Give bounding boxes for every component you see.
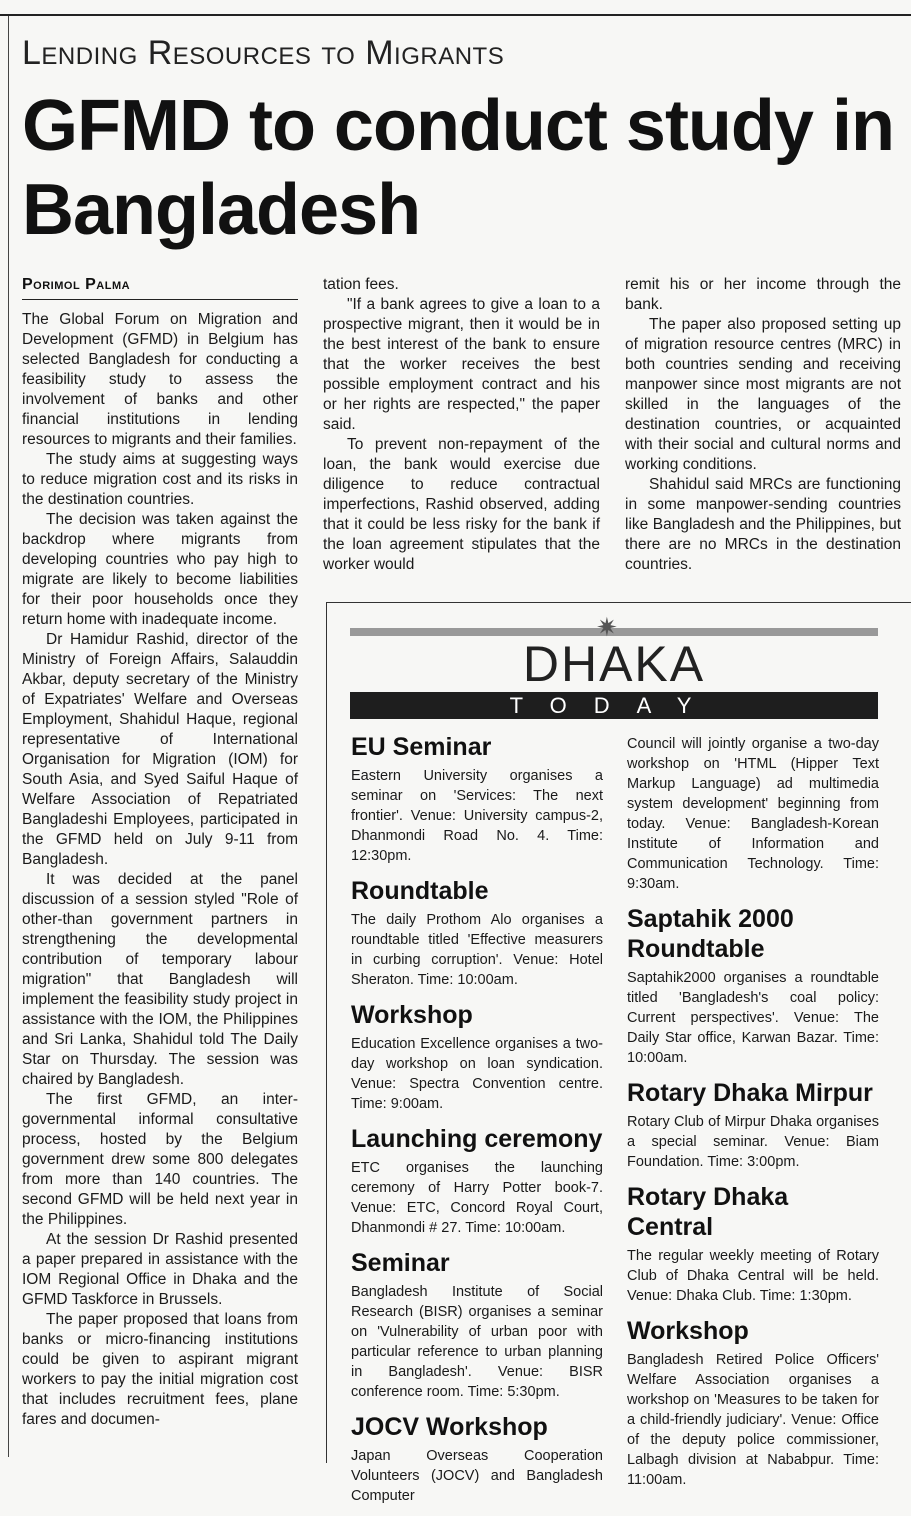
event-text: Saptahik2000 organises a roundtable titled 'Bangladesh's coal policy: Current perspectives'. Venue: The Daily Star office, Karwan Bazar. Time: 10:00am. xyxy=(627,970,879,1066)
event-title: JOCV Workshop xyxy=(351,1413,548,1441)
article-column-2 xyxy=(323,275,600,575)
paragraph: Dr Hamidur Rashid, director of the Ministry of Foreign Affairs, Salauddin Akbar, deputy secretary of the Ministry of Expatriates' Welfare and Overseas Employment, Shahidul Haque, regional representative of International Organisation for Migration (IOM) for South Asia, and Syed Saiful Haque of Welfare Association of Repatriated Bangladeshi Employees, participated in the GFMD held on July 9-11 from Bangladesh. xyxy=(22,631,298,868)
paragraph: The paper proposed that loans from banks or micro-financing institutions could be given to aspirant migrant workers to pay the initial migration cost that includes recruitment fees, plane fares and documen- xyxy=(22,1311,298,1428)
events-right-column xyxy=(627,734,879,1500)
paragraph: At the session Dr Rashid presented a paper prepared in assistance with the IOM Regional Office in Dhaka and the GFMD Taskforce in Brussels. xyxy=(22,1231,298,1308)
event-text: The regular weekly meeting of Rotary Club of Dhaka Central will be held. Venue: Dhaka Club. Time: 1:30pm. xyxy=(627,1248,879,1304)
article-column-3 xyxy=(625,275,901,575)
paragraph: To prevent non-repayment of the loan, the bank would exercise due diligence to reduce contractual imperfections, Rashid observed, adding that it could be less risky for the bank if the loan agreement stipulates that the worker would xyxy=(323,436,600,573)
paragraph: Shahidul said MRCs are functioning in some manpower-sending countries like Bangladesh and the Philippines, but there are no MRCs in the destination countries. xyxy=(625,476,901,573)
paragraph: The decision was taken against the backdrop where migrants from developing countries who pay high to migrate are likely to become liabilities for their poor households once they return home with inadequate income. xyxy=(22,511,298,628)
event-text: Bangladesh Institute of Social Research (BISR) organises a seminar on 'Vulnerability of urban poor with particular reference to urban planning in Bangladesh'. Venue: BISR conference room. Time: 5:30pm. xyxy=(351,1284,603,1400)
paragraph: remit his or her income through the bank. xyxy=(625,276,901,313)
column-rule xyxy=(8,16,9,1457)
top-rule xyxy=(0,0,911,16)
event-text-continued: Council will jointly organise a two-day workshop on 'HTML (Hipper Text Markup Language) ad multimedia system development' beginning from today. Venue: Bangladesh-Korean Institute of Information and Communication Technology. Time: 9:30am. xyxy=(627,736,879,892)
event-title: Rotary Dhaka Central xyxy=(627,1183,789,1241)
paragraph: It was decided at the panel discussion of a session styled "Role of other-than government partners in strengthening the developmental contribution of temporary labour migration" that Bangladesh will implement the feasibility study project in assistance with the IOM, the Philippines and Sri Lanka, Shahidul told The Daily Star on Thursday. The session was chaired by Bangladesh. xyxy=(22,871,298,1088)
event-title: Workshop xyxy=(627,1317,749,1345)
event-text: Education Excellence organises a two-day workshop on loan syndication. Venue: Spectra Convention centre. Time: 9:00am. xyxy=(351,1036,603,1112)
event-text: The daily Prothom Alo organises a roundtable titled 'Effective measurers in curbing corruption'. Venue: Hotel Sheraton. Time: 10:00am. xyxy=(351,912,603,988)
event-text: Bangladesh Retired Police Officers' Welfare Association organises a workshop on 'Measures to be taken for a child-friendly judiciary'. Venue: Office of the deputy police commissioner, Lalbagh division at Nababpur. Time: 11:00am. xyxy=(627,1352,879,1488)
event-title: EU Seminar xyxy=(351,733,492,761)
paragraph: The first GFMD, an inter-governmental informal consultative process, hosted by the Belgium government drew some 800 delegates from more than 140 countries. The second GFMD will be held next year in the Philippines. xyxy=(22,1091,298,1228)
paragraph: The study aims at suggesting ways to reduce migration cost and its risks in the destination countries. xyxy=(22,451,298,508)
today-band: TODAY xyxy=(350,692,878,719)
byline-rule xyxy=(22,299,298,300)
paragraph: The Global Forum on Migration and Development (GFMD) in Belgium has selected Bangladesh for conducting a feasibility study to assess the involvement of banks and other financial institutions in lending resources to migrants and their families. xyxy=(22,311,298,448)
event-title: Saptahik 2000 Roundtable xyxy=(627,905,794,963)
paragraph: tation fees. xyxy=(323,276,399,293)
star-icon: ✷ xyxy=(596,612,618,642)
paragraph: "If a bank agrees to give a loan to a prospective migrant, then it would be in the best interest of the bank to ensure that the worker receives the best possible employment contract and his or her rights are respected," the paper said. xyxy=(323,296,600,433)
event-title: Rotary Dhaka Mirpur xyxy=(627,1079,873,1107)
kicker: Lending Resources to Migrants xyxy=(22,34,505,72)
event-text: ETC organises the launching ceremony of Harry Potter book-7. Venue: ETC, Concord Royal Court, Dhanmondi # 27. Time: 10:00am. xyxy=(351,1160,603,1236)
headline: GFMD to conduct study in Bangladesh xyxy=(22,86,894,250)
event-title: Workshop xyxy=(351,1001,473,1029)
event-title: Seminar xyxy=(351,1249,450,1277)
event-text: Eastern University organises a seminar on 'Services: The next frontier'. Venue: University campus-2, Dhanmondi Road No. 4. Time: 12:30pm. xyxy=(351,768,603,864)
events-left-column xyxy=(351,732,603,1516)
event-title: Launching ceremony xyxy=(351,1125,603,1153)
paragraph: The paper also proposed setting up of migration resource centres (MRC) in both countries sending and receiving manpower since most migrants are not skilled in the languages of the destination countries, or acquainted with their social and cultural norms and working conditions. xyxy=(625,316,901,473)
byline: Porimol Palma xyxy=(22,276,131,293)
dhaka-today-logo: DHAKA xyxy=(522,636,706,692)
event-text: Japan Overseas Cooperation Volunteers (JOCV) and Bangladesh Computer xyxy=(351,1448,603,1504)
event-text: Rotary Club of Mirpur Dhaka organises a special seminar. Venue: Biam Foundation. Time: 3:00pm. xyxy=(627,1114,879,1170)
event-title: Roundtable xyxy=(351,877,489,905)
article-column-1 xyxy=(22,310,298,1430)
